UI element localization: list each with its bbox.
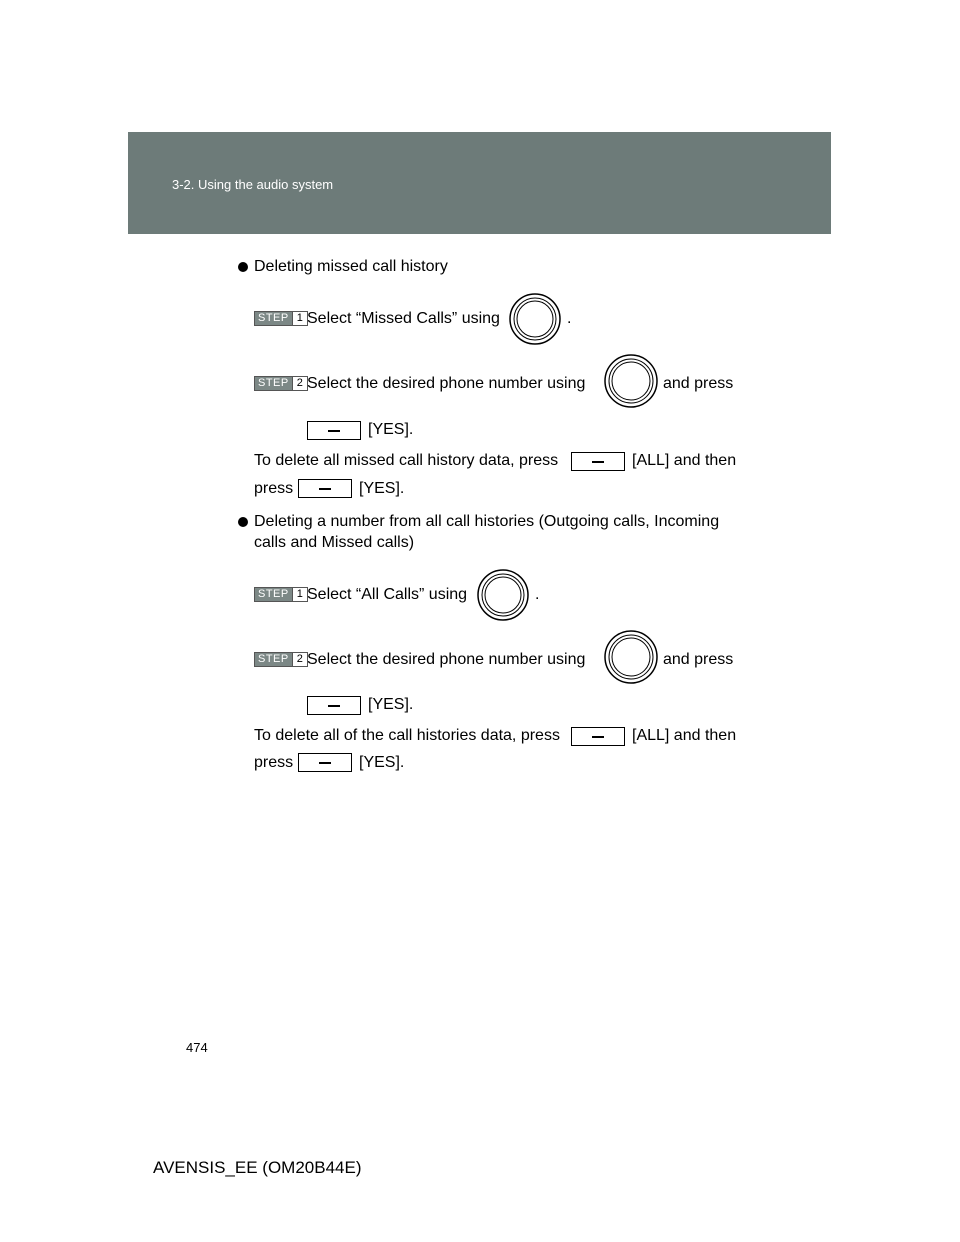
dial-knob-icon — [603, 353, 659, 409]
section2-heading-line2: calls and Missed calls) — [254, 534, 415, 551]
step-badge-2 — [254, 652, 308, 667]
all-label: [ALL] and then — [632, 452, 737, 469]
step-label: STEP — [255, 312, 292, 325]
yes-label: [YES]. — [359, 480, 405, 497]
dial-knob-icon — [508, 292, 562, 346]
dial-knob-icon — [476, 568, 530, 622]
step-number: 2 — [292, 653, 307, 666]
step-badge-1 — [254, 311, 308, 326]
section2-heading-line1 — [254, 511, 738, 533]
yes-button-icon — [307, 421, 361, 440]
all-label: [ALL] and then — [632, 727, 737, 744]
step1-text: Select “Missed Calls” using — [307, 310, 500, 327]
yes-label: [YES]. — [359, 754, 405, 771]
step-badge-1 — [254, 587, 308, 602]
step2-and-press: and press — [663, 375, 734, 392]
press-text: press — [254, 480, 294, 497]
step1-period: . — [567, 310, 572, 327]
delete-all-note: To delete all missed call history data, press — [254, 452, 559, 469]
section-title: 3-2. Using the audio system — [172, 177, 334, 192]
step-label: STEP — [255, 377, 292, 390]
step-number: 2 — [292, 377, 307, 390]
step-number: 1 — [292, 312, 307, 325]
step-label: STEP — [255, 588, 292, 601]
step1-period: . — [535, 586, 540, 603]
step-number: 1 — [292, 588, 307, 601]
section2-heading-text: Deleting a number from all call histories (Outgoing calls, Incoming — [254, 513, 720, 530]
page-number: 474 — [186, 1040, 208, 1055]
step2-text: Select the desired phone number using — [307, 651, 586, 668]
all-button-icon — [571, 452, 625, 471]
dial-knob-icon — [603, 629, 659, 685]
all-button-icon — [571, 727, 625, 746]
step2-and-press: and press — [663, 651, 734, 668]
bullet-icon — [238, 262, 248, 272]
yes-button-icon — [298, 753, 352, 772]
yes-label: [YES]. — [368, 696, 414, 713]
footer-model-code: AVENSIS_EE (OM20B44E) — [153, 1158, 362, 1177]
press-text: press — [254, 754, 294, 771]
step-badge-2 — [254, 376, 308, 391]
yes-button-icon — [307, 696, 361, 715]
step2-text: Select the desired phone number using — [307, 375, 586, 392]
step-label: STEP — [255, 653, 292, 666]
section-header-bar — [128, 132, 831, 234]
delete-all-note: To delete all of the call histories data, press — [254, 727, 560, 744]
yes-label: [YES]. — [368, 421, 414, 438]
bullet-icon — [238, 517, 248, 527]
yes-button-icon — [298, 479, 352, 498]
section1-heading: Deleting missed call history — [254, 258, 448, 275]
step1-text: Select “All Calls” using — [307, 586, 468, 603]
